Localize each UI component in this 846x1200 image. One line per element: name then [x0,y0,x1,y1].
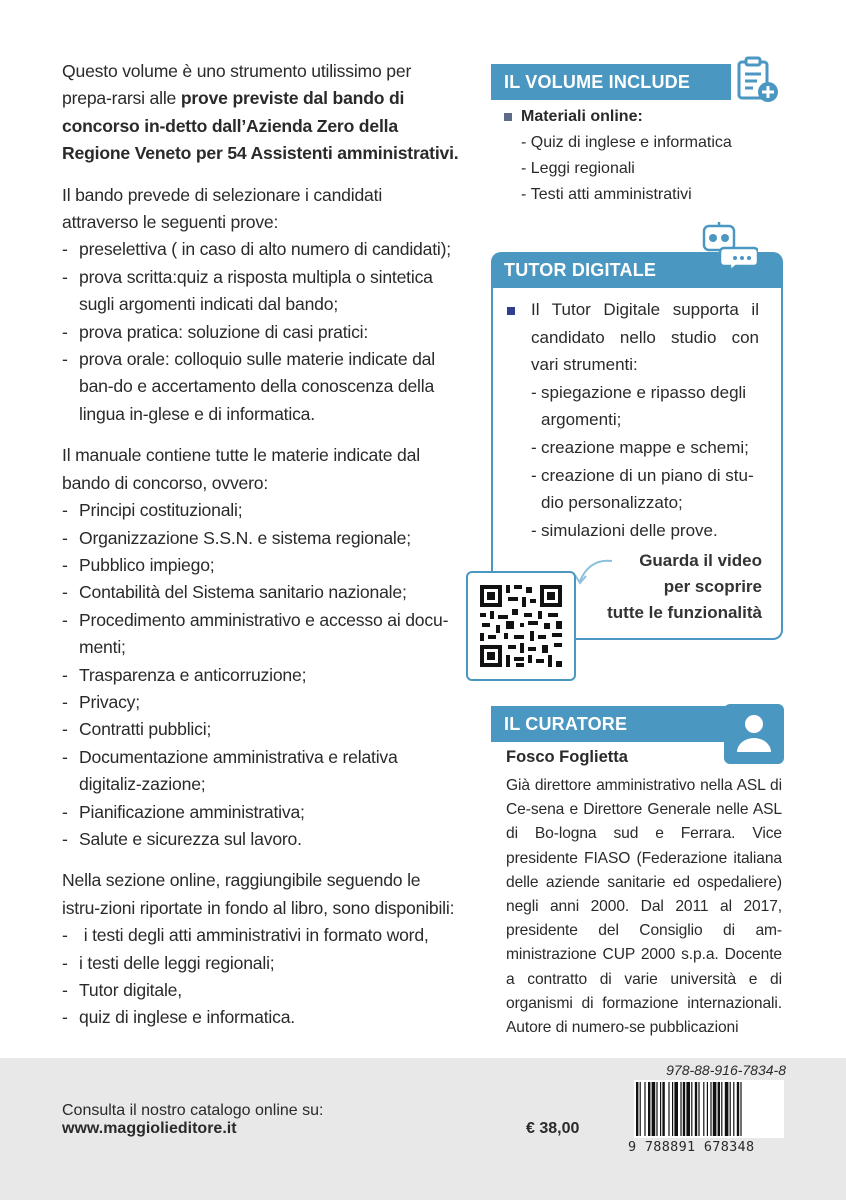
barcode-icon [634,1080,784,1138]
barcode-bar [730,1082,731,1136]
barcode-bar [707,1082,708,1136]
list-item: - prova orale: colloquio sulle materie indicate dal ban-do e accertamento della conoscenza della lingua in-glese e di informatica. [62,346,462,428]
tutor-item: - simulazioni delle prove. [531,517,759,545]
barcode-bar [660,1082,661,1136]
list-item: - Tutor digitale, [62,977,462,1004]
tutor-item: - creazione mappe e schemi; [531,434,759,462]
barcode-bar [652,1082,656,1136]
list-item: - Trasparenza e anticorruzione; [62,662,462,689]
barcode-bar [680,1082,681,1136]
list-item: - Documentazione amministrativa e relativa digitaliz-zazione; [62,744,462,799]
list-item: - Principi costituzionali; [62,497,462,524]
volume-item-label: Leggi regionali [530,160,635,177]
barcode-bar [725,1082,729,1136]
barcode-bar [713,1082,717,1136]
tutor-item: - creazione di un piano di stu-dio personalizzato; [531,462,759,517]
tutor-intro [507,296,759,379]
list-item: - prova pratica: soluzione di casi pratici: [62,319,462,346]
intro-plain: Questo volume è uno strumento utilissimo per prepa-rarsi alle [62,61,412,109]
list-item: - preselettiva ( in caso di alto numero di candidati); [62,236,462,263]
barcode-bar [698,1082,699,1136]
volume-item: - Quiz di inglese e informatica [521,134,732,151]
bando-paragraph: Il bando prevede di selezionare i candidati attraverso le seguenti prove: [62,184,383,233]
manuale-paragraph: Il manuale contiene tutte le materie indicate dal bando di concorso, ovvero: [62,445,420,493]
barcode-bar [721,1082,722,1136]
curatore-name: Fosco Foglietta [506,748,628,766]
price: € 38,00 [526,1120,580,1137]
volume-item: - Leggi regionali [521,160,635,177]
curatore-title: IL CURATORE [504,714,628,734]
barcode-bar [710,1082,711,1136]
volume-list [491,100,783,208]
list-item: - Salute e sicurezza sul lavoro. [62,826,462,853]
video-callout-line: Guarda il video [639,551,762,570]
intro-bold: prove previste dal bando di concorso in-detto dall’Azienda Zero della Regione Veneto per 54 Assistenti amministrativi. [62,88,459,164]
tutor-title: TUTOR DIGITALE [504,260,657,280]
barcode-bar [644,1082,645,1136]
square-bullet-icon [507,307,515,315]
list-item: - Contratti pubblici; [62,716,462,743]
publisher-url[interactable]: www.maggiolieditore.it [62,1120,237,1137]
video-callout [598,548,762,626]
square-bullet-icon [504,113,512,121]
list-item: - Contabilità del Sistema sanitario nazionale; [62,579,462,606]
document-plus-icon [731,52,783,108]
barcode-bar [683,1082,685,1136]
tutor-intro-text: Il Tutor Digitale supporta il candidato nello studio con vari strumenti: [531,300,759,375]
user-icon [724,704,784,764]
online-paragraph: Nella sezione online, raggiungibile seguendo le istru-zioni riportate in fondo al libro, sono disponibili: [62,870,455,918]
intro-paragraph [62,58,462,168]
list-item: - Procedimento amministrativo e accesso ai docu-menti; [62,607,462,662]
volume-include-section [491,64,783,208]
barcode-bar [740,1082,741,1136]
list-item: - i testi degli atti amministrativi in formato word, [62,922,462,949]
tutor-item: - spiegazione e ripasso degli argomenti; [531,379,759,434]
barcode-bar [737,1082,739,1136]
volume-item-label: Quiz di inglese e informatica [530,134,732,151]
barcode-bar [648,1082,650,1136]
barcode-bar [691,1082,692,1136]
barcode-bar [674,1082,678,1136]
volume-header [491,64,783,100]
list-item: - Pubblico impiego; [62,552,462,579]
video-callout-line: tutte le funzionalità [607,603,762,622]
volume-item-label: Testi atti amministrativi [530,186,692,203]
qr-code[interactable] [466,571,576,681]
barcode-bar [640,1082,641,1136]
barcode-bar [636,1082,638,1136]
list-item: - prova scritta:quiz a risposta multipla o sintetica sugli argomenti indicati dal bando; [62,264,462,319]
list-item: - Organizzazione S.S.N. e sistema regionale; [62,525,462,552]
volume-item: - Testi atti amministrativi [521,186,692,203]
list-item: - Privacy; [62,689,462,716]
barcode-bar [718,1082,720,1136]
robot-chat-icon [698,222,758,272]
manuale-list [62,497,462,853]
barcode-bar [703,1082,704,1136]
main-text-column [62,58,462,1046]
bando-list [62,236,462,428]
tutor-header [491,252,783,288]
volume-title: IL VOLUME INCLUDE [504,72,691,92]
list-item: - i testi delle leggi regionali; [62,950,462,977]
barcode-digits: 9 788891 678348 [628,1139,755,1155]
list-item: - Pianificazione amministrativa; [62,799,462,826]
list-item: - quiz di inglese e informatica. [62,1004,462,1031]
barcode-bar [686,1082,690,1136]
catalog-text: Consulta il nostro catalogo online su: [62,1102,324,1119]
barcode-bar [733,1082,734,1136]
volume-bullet [504,104,783,130]
video-callout-line: per scoprire [663,577,762,596]
volume-bullet-label: Materiali online: [521,108,643,125]
barcode-bar [672,1082,673,1136]
tutor-list [507,379,759,545]
barcode-bar [662,1082,664,1136]
isbn: 978-88-916-7834-8 [666,1062,786,1078]
qr-code-icon [468,573,574,679]
barcode-bar [695,1082,697,1136]
barcode-bar [656,1082,657,1136]
online-list [62,922,462,1032]
barcode-bar [668,1082,669,1136]
curatore-bio: Già direttore amministrativo nella ASL di Ce-sena e Direttore Generale nelle ASL di Bo-logna sud e Ferrara. Vice presidente FIASO (Federazione italiana delle aziende sanitarie ed ospedaliere) negli anni 2000. Dal 2011 al 2017, presidente del Consiglio di am-ministrazione CUP 2000 s.p.a. Docente a contratto di varie università e di organismi di formazione internazionali. Autore di numero-se pubblicazioni [506,777,782,1037]
